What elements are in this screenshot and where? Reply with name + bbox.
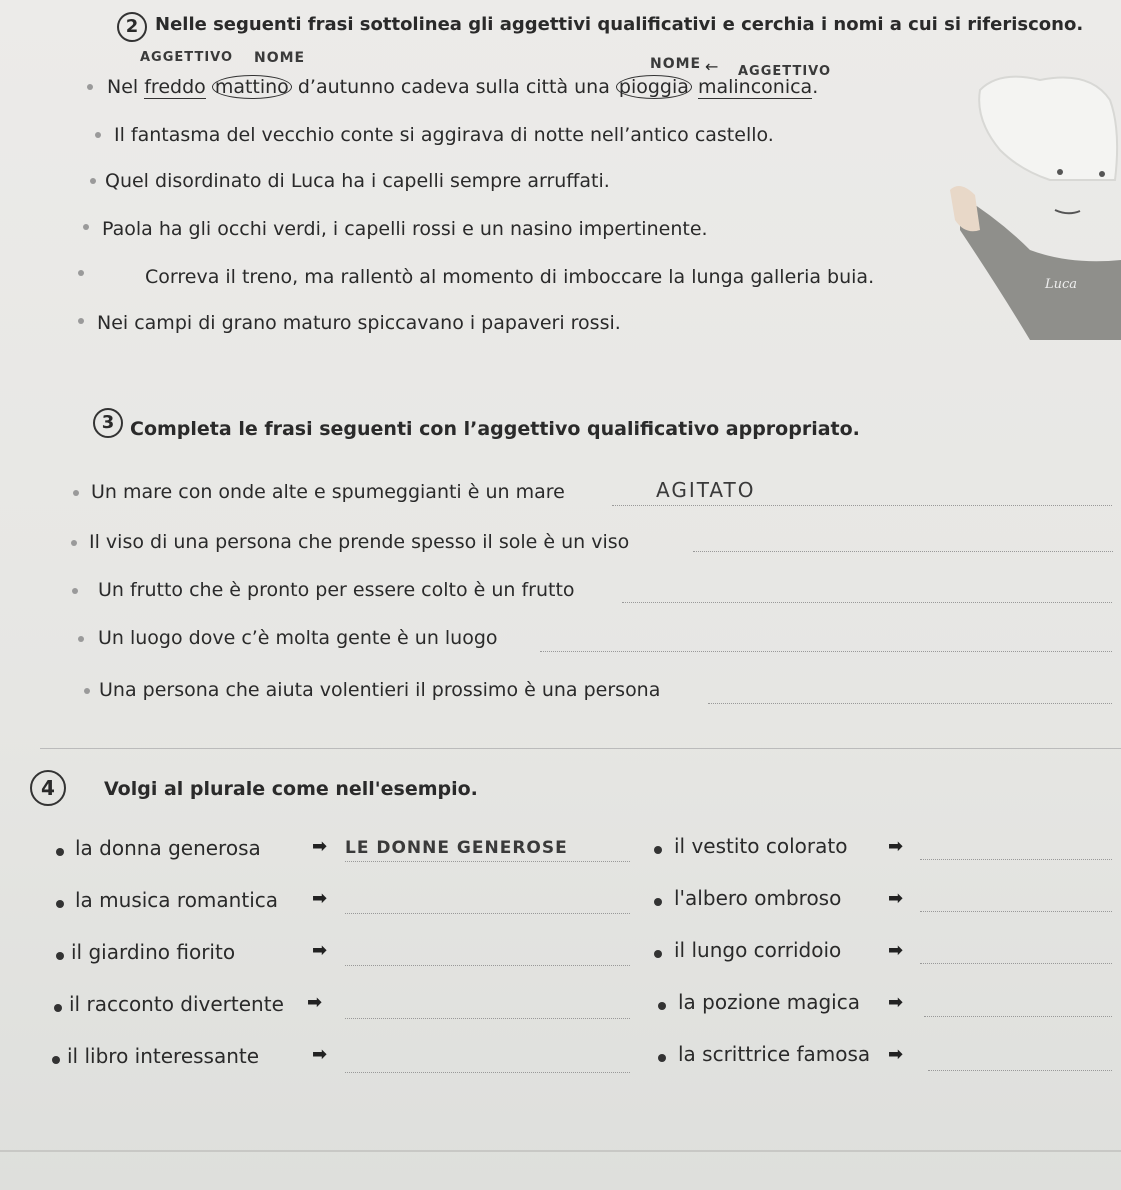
answer-line[interactable] — [928, 1070, 1112, 1071]
arrow-right-icon: ➡ — [888, 888, 904, 909]
arrow-right-icon: ➡ — [312, 940, 328, 961]
arrow-right-icon: ➡ — [312, 1044, 328, 1065]
phrase-left-1: la donna generosa — [75, 836, 261, 860]
answer-line[interactable] — [920, 911, 1112, 912]
bullet — [90, 178, 96, 184]
sentence-1-part: Nel — [107, 76, 145, 98]
arrow-right-icon: ➡ — [888, 940, 904, 961]
exercise-4-title: Volgi al plurale come nell'esempio. — [104, 778, 478, 800]
arrow-left-icon: ← — [705, 57, 719, 76]
bullet — [71, 540, 77, 546]
bullet — [84, 688, 90, 694]
arrow-right-icon: ➡ — [312, 836, 328, 857]
bullet — [72, 588, 78, 594]
sentence-5: Correva il treno, ma rallentò al momento di imboccare la lunga galleria buia. — [145, 266, 875, 288]
sentence-2: Il fantasma del vecchio conte si aggirava di notte nell’antico castello. — [114, 124, 774, 146]
bullet — [56, 848, 64, 856]
phrase-left-4: il racconto divertente — [69, 992, 284, 1016]
completion-item-1: Un mare con onde alte e spumeggianti è un mare — [91, 481, 565, 503]
hair-shape — [979, 77, 1117, 180]
answer-line[interactable] — [693, 551, 1113, 552]
boy-illustration — [940, 70, 1121, 340]
eye-right — [1099, 171, 1105, 177]
bullet — [78, 636, 84, 642]
answer-line — [345, 861, 630, 862]
sentence-1-part: d’autunno cadeva sulla città una — [291, 76, 616, 98]
answer-1[interactable]: AGITATO — [656, 478, 756, 502]
bullet — [658, 1054, 666, 1062]
bullet — [87, 84, 93, 90]
exercise-2-title: Nelle seguenti frasi sottolinea gli aggettivi qualificativi e cerchia i nomi a cui si riferiscono. — [155, 14, 1084, 35]
bullet — [83, 224, 89, 230]
bullet — [54, 1004, 62, 1012]
sentence-1-part: . — [812, 76, 819, 98]
sentence-1-part — [206, 76, 212, 98]
phrase-right-3: il lungo corridoio — [674, 938, 842, 962]
exercise-2-number: 2 — [117, 12, 147, 42]
sentence-4: Paola ha gli occhi verdi, i capelli rossi e un nasino impertinente. — [102, 218, 708, 240]
answer-line[interactable] — [920, 963, 1112, 964]
completion-item-4: Un luogo dove c’è molta gente è un luogo — [98, 627, 498, 649]
arrow-right-icon: ➡ — [888, 992, 904, 1013]
bullet — [654, 898, 662, 906]
eye-left — [1057, 169, 1063, 175]
sweater-name: Luca — [1045, 277, 1078, 292]
completion-item-3: Un frutto che è pronto per essere colto è un frutto — [98, 579, 575, 601]
mouth — [1055, 210, 1080, 213]
sentence-3: Quel disordinato di Luca ha i capelli sempre arruffati. — [105, 170, 610, 192]
bullet — [658, 1002, 666, 1010]
answer-line[interactable] — [920, 859, 1112, 860]
phrase-right-2: l'albero ombroso — [674, 886, 842, 910]
phrase-right-1: il vestito colorato — [674, 834, 848, 858]
section-divider — [40, 748, 1121, 749]
annotation-aggettivo-left: AGGETTIVO — [140, 50, 234, 65]
arrow-right-icon: ➡ — [888, 1044, 904, 1065]
answer-line[interactable] — [345, 1072, 630, 1073]
phrase-left-2: la musica romantica — [75, 888, 278, 912]
adjective-freddo: freddo — [144, 76, 206, 98]
noun-pioggia: pioggia — [616, 75, 692, 99]
bullet — [52, 1056, 60, 1064]
bullet — [78, 318, 84, 324]
page-bottom-edge — [0, 1150, 1121, 1152]
adjective-malinconica: malinconica — [697, 76, 813, 98]
arrow-right-icon: ➡ — [888, 836, 904, 857]
noun-mattino: mattino — [212, 75, 292, 99]
exercise-4-number: 4 — [30, 770, 66, 806]
annotation-aggettivo-right: AGGETTIVO — [738, 64, 832, 79]
arrow-right-icon: ➡ — [312, 888, 328, 909]
phrase-right-4: la pozione magica — [678, 990, 860, 1014]
bullet — [56, 952, 64, 960]
bullet — [73, 490, 79, 496]
completion-item-2: Il viso di una persona che prende spesso il sole è un viso — [89, 531, 630, 553]
sentence-6: Nei campi di grano maturo spiccavano i papaveri rossi. — [97, 312, 621, 334]
exercise-3-title: Completa le frasi seguenti con l’aggettivo qualificativo appropriato. — [130, 418, 860, 440]
sweater-shape — [960, 195, 1121, 340]
bullet — [654, 846, 662, 854]
annotation-nome-left: NOME — [254, 50, 306, 66]
answer-line[interactable] — [345, 1018, 630, 1019]
annotation-nome-right: NOME — [650, 56, 702, 72]
sentence-1 — [107, 76, 818, 98]
bullet — [654, 950, 662, 958]
phrase-left-3: il giardino fiorito — [71, 940, 236, 964]
answer-line[interactable] — [345, 965, 630, 966]
bullet — [95, 132, 101, 138]
completion-item-5: Una persona che aiuta volentieri il prossimo è una persona — [99, 679, 661, 701]
exercise-3-number: 3 — [93, 408, 123, 438]
bullet — [56, 900, 64, 908]
answer-line[interactable] — [622, 602, 1112, 603]
arrow-right-icon: ➡ — [307, 992, 323, 1013]
phrase-right-5: la scrittrice famosa — [678, 1042, 871, 1066]
phrase-left-5: il libro interessante — [67, 1044, 260, 1068]
bullet — [78, 270, 84, 276]
plural-answer-left-1[interactable]: LE DONNE GENEROSE — [345, 838, 568, 858]
answer-line[interactable] — [345, 913, 630, 914]
answer-line — [612, 505, 1112, 506]
answer-line[interactable] — [540, 651, 1112, 652]
hand-shape — [950, 186, 980, 231]
answer-line[interactable] — [708, 703, 1112, 704]
answer-line[interactable] — [924, 1016, 1112, 1017]
